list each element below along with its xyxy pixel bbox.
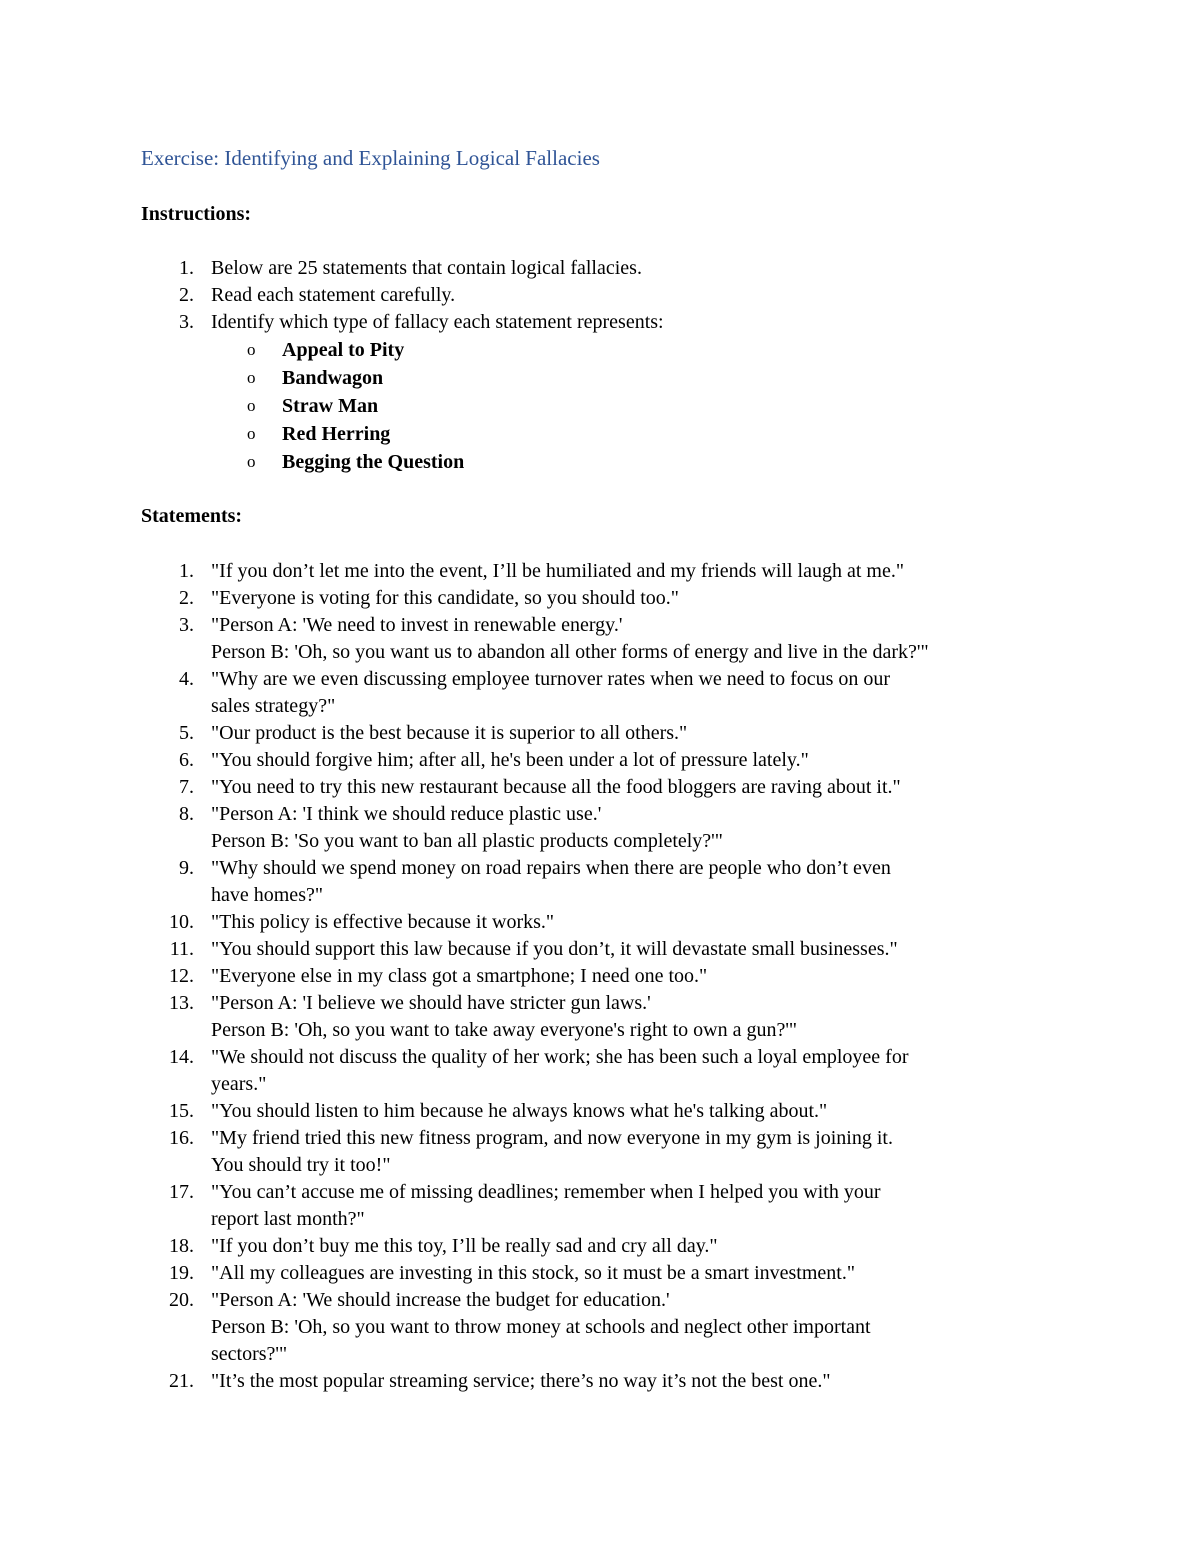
statement-number: 3.: [179, 614, 194, 636]
fallacy-name: Straw Man: [282, 395, 379, 417]
instruction-number: 2.: [179, 284, 194, 306]
statement-line: "You should listen to him because he always knows what he's talking about.": [211, 1100, 828, 1122]
statement-number: 7.: [179, 776, 194, 798]
statement-line: Person B: 'Oh, so you want to take away everyone's right to own a gun?'": [211, 1019, 798, 1041]
statement-line: sales strategy?": [211, 695, 336, 717]
statement-text: [211, 990, 1061, 1044]
statement-item: [0, 963, 1200, 990]
fallacy-list-item: [0, 420, 1200, 448]
statement-item: [0, 612, 1200, 666]
statement-line: "Why should we spend money on road repairs when there are people who don’t even: [211, 857, 891, 879]
statement-number: 2.: [179, 587, 194, 609]
bullet-icon: o: [247, 340, 256, 359]
statement-number: 18.: [169, 1235, 194, 1257]
bullet-icon: o: [247, 396, 256, 415]
statement-item: [0, 1044, 1200, 1098]
fallacy-list-item: [0, 364, 1200, 392]
statement-item: [0, 558, 1200, 585]
statement-item: [0, 666, 1200, 720]
statements-heading: Statements:: [141, 505, 243, 527]
fallacy-name: Red Herring: [282, 423, 391, 445]
statement-number: 17.: [169, 1181, 194, 1203]
statement-text: [211, 774, 1061, 801]
statement-line: Person B: 'Oh, so you want us to abandon all other forms of energy and live in the dark?'": [211, 641, 929, 663]
statement-text: [211, 936, 1061, 963]
statement-text: [211, 963, 1061, 990]
statement-line: "We should not discuss the quality of her work; she has been such a loyal employee for: [211, 1046, 909, 1068]
statement-line: "My friend tried this new fitness program, and now everyone in my gym is joining it.: [211, 1127, 893, 1149]
page-title: Exercise: Identifying and Explaining Logical Fallacies: [141, 146, 600, 170]
statement-text: [211, 720, 1061, 747]
instructions-heading: Instructions:: [141, 203, 252, 225]
statement-line: "Our product is the best because it is superior to all others.": [211, 722, 688, 744]
statement-line: "It’s the most popular streaming service; there’s no way it’s not the best one.": [211, 1370, 831, 1392]
statement-text: [211, 1098, 1061, 1125]
statement-item: [0, 1098, 1200, 1125]
statement-text: [211, 747, 1061, 774]
statement-number: 8.: [179, 803, 194, 825]
statement-text: [211, 1125, 1061, 1179]
statement-line: "You should support this law because if you don’t, it will devastate small businesses.": [211, 938, 898, 960]
instruction-item: [0, 282, 1200, 309]
statement-number: 5.: [179, 722, 194, 744]
statement-line: "You can’t accuse me of missing deadlines; remember when I helped you with your: [211, 1181, 881, 1203]
statement-text: [211, 801, 1061, 855]
statement-number: 9.: [179, 857, 194, 879]
statement-number: 4.: [179, 668, 194, 690]
statement-item: [0, 936, 1200, 963]
statement-number: 10.: [169, 911, 194, 933]
instruction-item: [0, 309, 1200, 336]
statement-item: [0, 747, 1200, 774]
statement-text: [211, 558, 1061, 585]
statement-item: [0, 990, 1200, 1044]
statement-line: Person B: 'So you want to ban all plastic products completely?'": [211, 830, 723, 852]
statement-line: "If you don’t let me into the event, I’ll be humiliated and my friends will laugh at me.": [211, 560, 905, 582]
fallacy-name: Begging the Question: [282, 451, 465, 473]
statement-line: "You need to try this new restaurant because all the food bloggers are raving about it.": [211, 776, 901, 798]
statement-text: [211, 1044, 1061, 1098]
statement-line: "Why are we even discussing employee turnover rates when we need to focus on our: [211, 668, 891, 690]
instruction-text: Read each statement carefully.: [211, 284, 456, 306]
statement-text: [211, 666, 1061, 720]
statement-number: 13.: [169, 992, 194, 1014]
statement-item: [0, 1179, 1200, 1233]
statement-item: [0, 909, 1200, 936]
statement-item: [0, 774, 1200, 801]
statement-line: "Person A: 'I believe we should have stricter gun laws.': [211, 992, 651, 1014]
fallacy-list-item: [0, 448, 1200, 476]
statements-list: [0, 558, 1200, 1395]
statement-number: 1.: [179, 560, 194, 582]
instruction-text: Identify which type of fallacy each statement represents:: [211, 311, 664, 333]
statement-number: 12.: [169, 965, 194, 987]
statement-line: You should try it too!": [211, 1154, 391, 1176]
bullet-icon: o: [247, 452, 256, 471]
statement-text: [211, 1233, 1061, 1260]
statement-line: have homes?": [211, 884, 324, 906]
statement-number: 20.: [169, 1289, 194, 1311]
statement-line: "Person A: 'I think we should reduce plastic use.': [211, 803, 602, 825]
fallacy-list-item: [0, 392, 1200, 420]
statement-line: "If you don’t buy me this toy, I’ll be really sad and cry all day.": [211, 1235, 718, 1257]
statement-line: "Person A: 'We need to invest in renewable energy.': [211, 614, 623, 636]
statement-line: Person B: 'Oh, so you want to throw money at schools and neglect other important: [211, 1316, 871, 1338]
statement-text: [211, 585, 1061, 612]
statement-line: report last month?": [211, 1208, 365, 1230]
statement-number: 19.: [169, 1262, 194, 1284]
statement-item: [0, 585, 1200, 612]
statement-item: [0, 1368, 1200, 1395]
bullet-icon: o: [247, 424, 256, 443]
statement-line: "This policy is effective because it works.": [211, 911, 555, 933]
statement-text: [211, 612, 1061, 666]
fallacy-name: Bandwagon: [282, 367, 384, 389]
instructions-list: [0, 255, 1200, 476]
statement-line: "Everyone else in my class got a smartphone; I need one too.": [211, 965, 708, 987]
statement-item: [0, 1233, 1200, 1260]
statement-item: [0, 1125, 1200, 1179]
instruction-number: 3.: [179, 311, 194, 333]
statement-number: 15.: [169, 1100, 194, 1122]
statement-text: [211, 855, 1061, 909]
statement-text: [211, 1260, 1061, 1287]
statement-line: sectors?'": [211, 1343, 288, 1365]
statement-item: [0, 801, 1200, 855]
fallacy-list-item: [0, 336, 1200, 364]
statement-line: "Person A: 'We should increase the budget for education.': [211, 1289, 670, 1311]
statement-item: [0, 1287, 1200, 1368]
instruction-number: 1.: [179, 257, 194, 279]
statement-number: 6.: [179, 749, 194, 771]
statement-text: [211, 1179, 1061, 1233]
instruction-text: Below are 25 statements that contain logical fallacies.: [211, 257, 642, 279]
statement-number: 16.: [169, 1127, 194, 1149]
statement-text: [211, 1368, 1061, 1395]
statement-number: 11.: [169, 938, 194, 960]
statement-line: "You should forgive him; after all, he's been under a lot of pressure lately.": [211, 749, 809, 771]
statement-item: [0, 720, 1200, 747]
statement-line: "All my colleagues are investing in this stock, so it must be a smart investment.": [211, 1262, 856, 1284]
bullet-icon: o: [247, 368, 256, 387]
fallacy-name: Appeal to Pity: [282, 339, 405, 361]
statement-number: 14.: [169, 1046, 194, 1068]
statement-item: [0, 855, 1200, 909]
statement-number: 21.: [169, 1370, 194, 1392]
instruction-item: [0, 255, 1200, 282]
statement-text: [211, 1287, 1061, 1368]
statement-line: "Everyone is voting for this candidate, so you should too.": [211, 587, 679, 609]
statement-item: [0, 1260, 1200, 1287]
statement-line: years.": [211, 1073, 267, 1095]
statement-text: [211, 909, 1061, 936]
